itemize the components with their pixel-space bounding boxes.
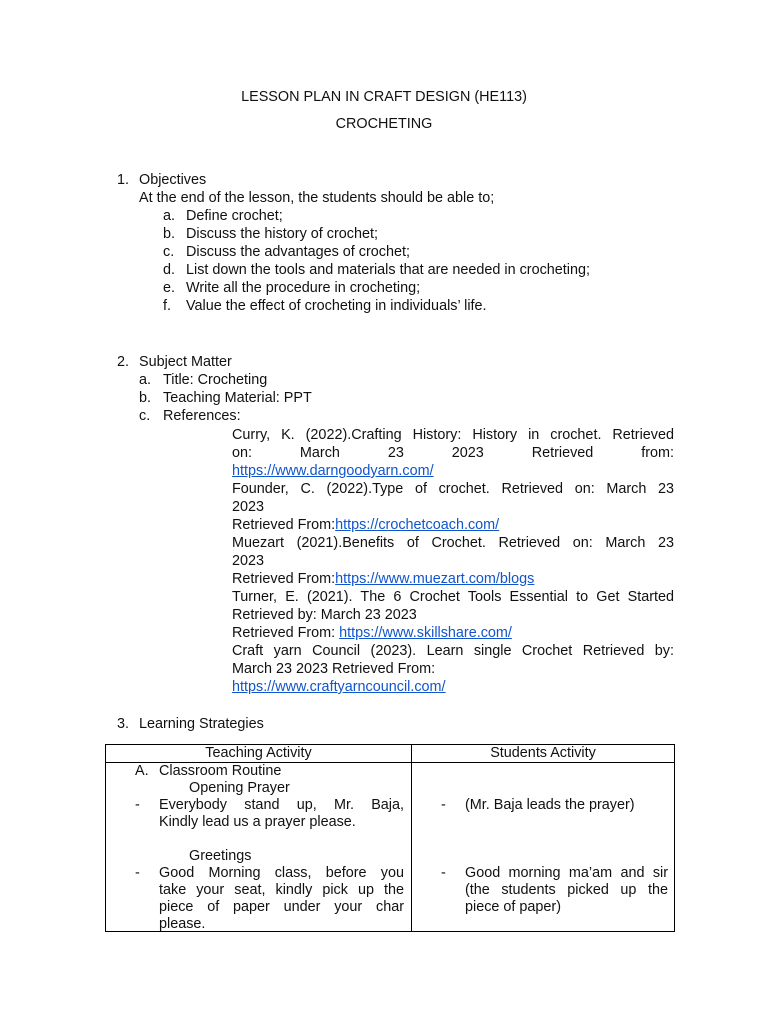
teaching-activity-cell [106,763,412,932]
teaching-text: Good Morning class, before you [159,865,404,881]
learning-strategies-heading: Learning Strategies [139,716,264,732]
greetings-label: Greetings [189,848,252,864]
list-item-letter: d. [163,262,176,278]
opening-prayer-label: Opening Prayer [189,780,290,796]
reference-text: Craft yarn Council (2023). Learn single Crochet Retrieved by: [232,643,674,659]
subject-matter-number: 2. [117,354,130,370]
list-item: Teaching Material: PPT [163,390,312,406]
subject-matter-heading: Subject Matter [139,354,232,370]
bullet-dash: - [441,865,446,881]
reference-link[interactable]: https://crochetcoach.com/ [335,517,500,533]
section-letter: A. [135,763,149,779]
list-item: List down the tools and materials that are needed in crocheting; [186,262,590,278]
list-item-letter: c. [139,408,151,424]
reference-text: 2023 [232,553,265,569]
page-subtitle: CROCHETING [335,116,433,132]
reference-text: Retrieved From: [232,625,340,641]
reference-link[interactable]: https://www.craftyarncouncil.com/ [232,679,446,695]
table-header-row [106,745,675,763]
reference-link[interactable]: https://www.darngoodyarn.com/ [232,463,434,479]
list-item: Discuss the advantages of crochet; [186,244,410,260]
column-header-students: Students Activity [412,745,675,763]
list-item: Define crochet; [186,208,283,224]
reference-text: March 23 2023 Retrieved From: [232,661,436,677]
objectives-intro: At the end of the lesson, the students should be able to; [139,190,495,206]
list-item: Title: Crocheting [163,372,268,388]
learning-strategies-number: 3. [117,716,130,732]
bullet-dash: - [135,797,140,813]
reference-text: Retrieved by: March 23 2023 [232,607,417,623]
list-item: Discuss the history of crochet; [186,226,378,242]
students-activity-cell [412,763,675,932]
reference-text: Founder, C. (2022).Type of crochet. Retrieved on: March 23 [232,481,674,497]
teaching-text: Everybody stand up, Mr. Baja, [159,797,404,813]
page-title: LESSON PLAN IN CRAFT DESIGN (HE113) [241,89,527,105]
reference-text: Muezart (2021).Benefits of Crochet. Retrieved on: March 23 [232,535,674,551]
students-text: (the students picked up the [465,882,668,898]
teaching-text: take your seat, kindly pick up the [159,882,404,898]
teaching-text: Kindly lead us a prayer please. [159,814,356,830]
references-list [232,426,674,696]
bullet-dash: - [135,865,140,881]
list-item-letter: f. [163,298,171,314]
reference-text: 2023 [232,499,265,515]
list-item-letter: a. [139,372,152,388]
list-item: References: [163,408,241,424]
teaching-text: please. [159,916,206,932]
students-text: piece of paper) [465,899,561,915]
reference-text: Curry, K. (2022).Crafting History: History in crochet. Retrieved [232,427,674,443]
students-text: Good morning ma’am and sir [465,865,668,881]
list-item-letter: a. [163,208,176,224]
objectives-heading: Objectives [139,172,207,188]
reference-link[interactable]: https://www.muezart.com/blogs [335,571,535,587]
table-row [106,763,675,932]
students-text: (Mr. Baja leads the prayer) [465,797,635,813]
list-item-letter: c. [163,244,175,260]
list-item-letter: b. [139,390,152,406]
section-title: Classroom Routine [159,763,282,779]
column-header-teaching: Teaching Activity [106,745,412,763]
teaching-text: piece of paper under your char [159,899,404,915]
list-item: Value the effect of crocheting in individuals’ life. [186,298,487,314]
bullet-dash: - [441,797,446,813]
list-item: Write all the procedure in crocheting; [186,280,421,296]
reference-text: Retrieved From: [232,571,336,587]
learning-strategies-table [105,744,675,932]
objectives-number: 1. [117,172,130,188]
reference-text: on: March 23 2023 Retrieved from: [232,445,674,461]
reference-text: Turner, E. (2021). The 6 Crochet Tools Essential to Get Started [232,589,674,605]
list-item-letter: e. [163,280,176,296]
reference-text: Retrieved From: [232,517,336,533]
list-item-letter: b. [163,226,176,242]
reference-link[interactable]: https://www.skillshare.com/ [339,625,512,641]
